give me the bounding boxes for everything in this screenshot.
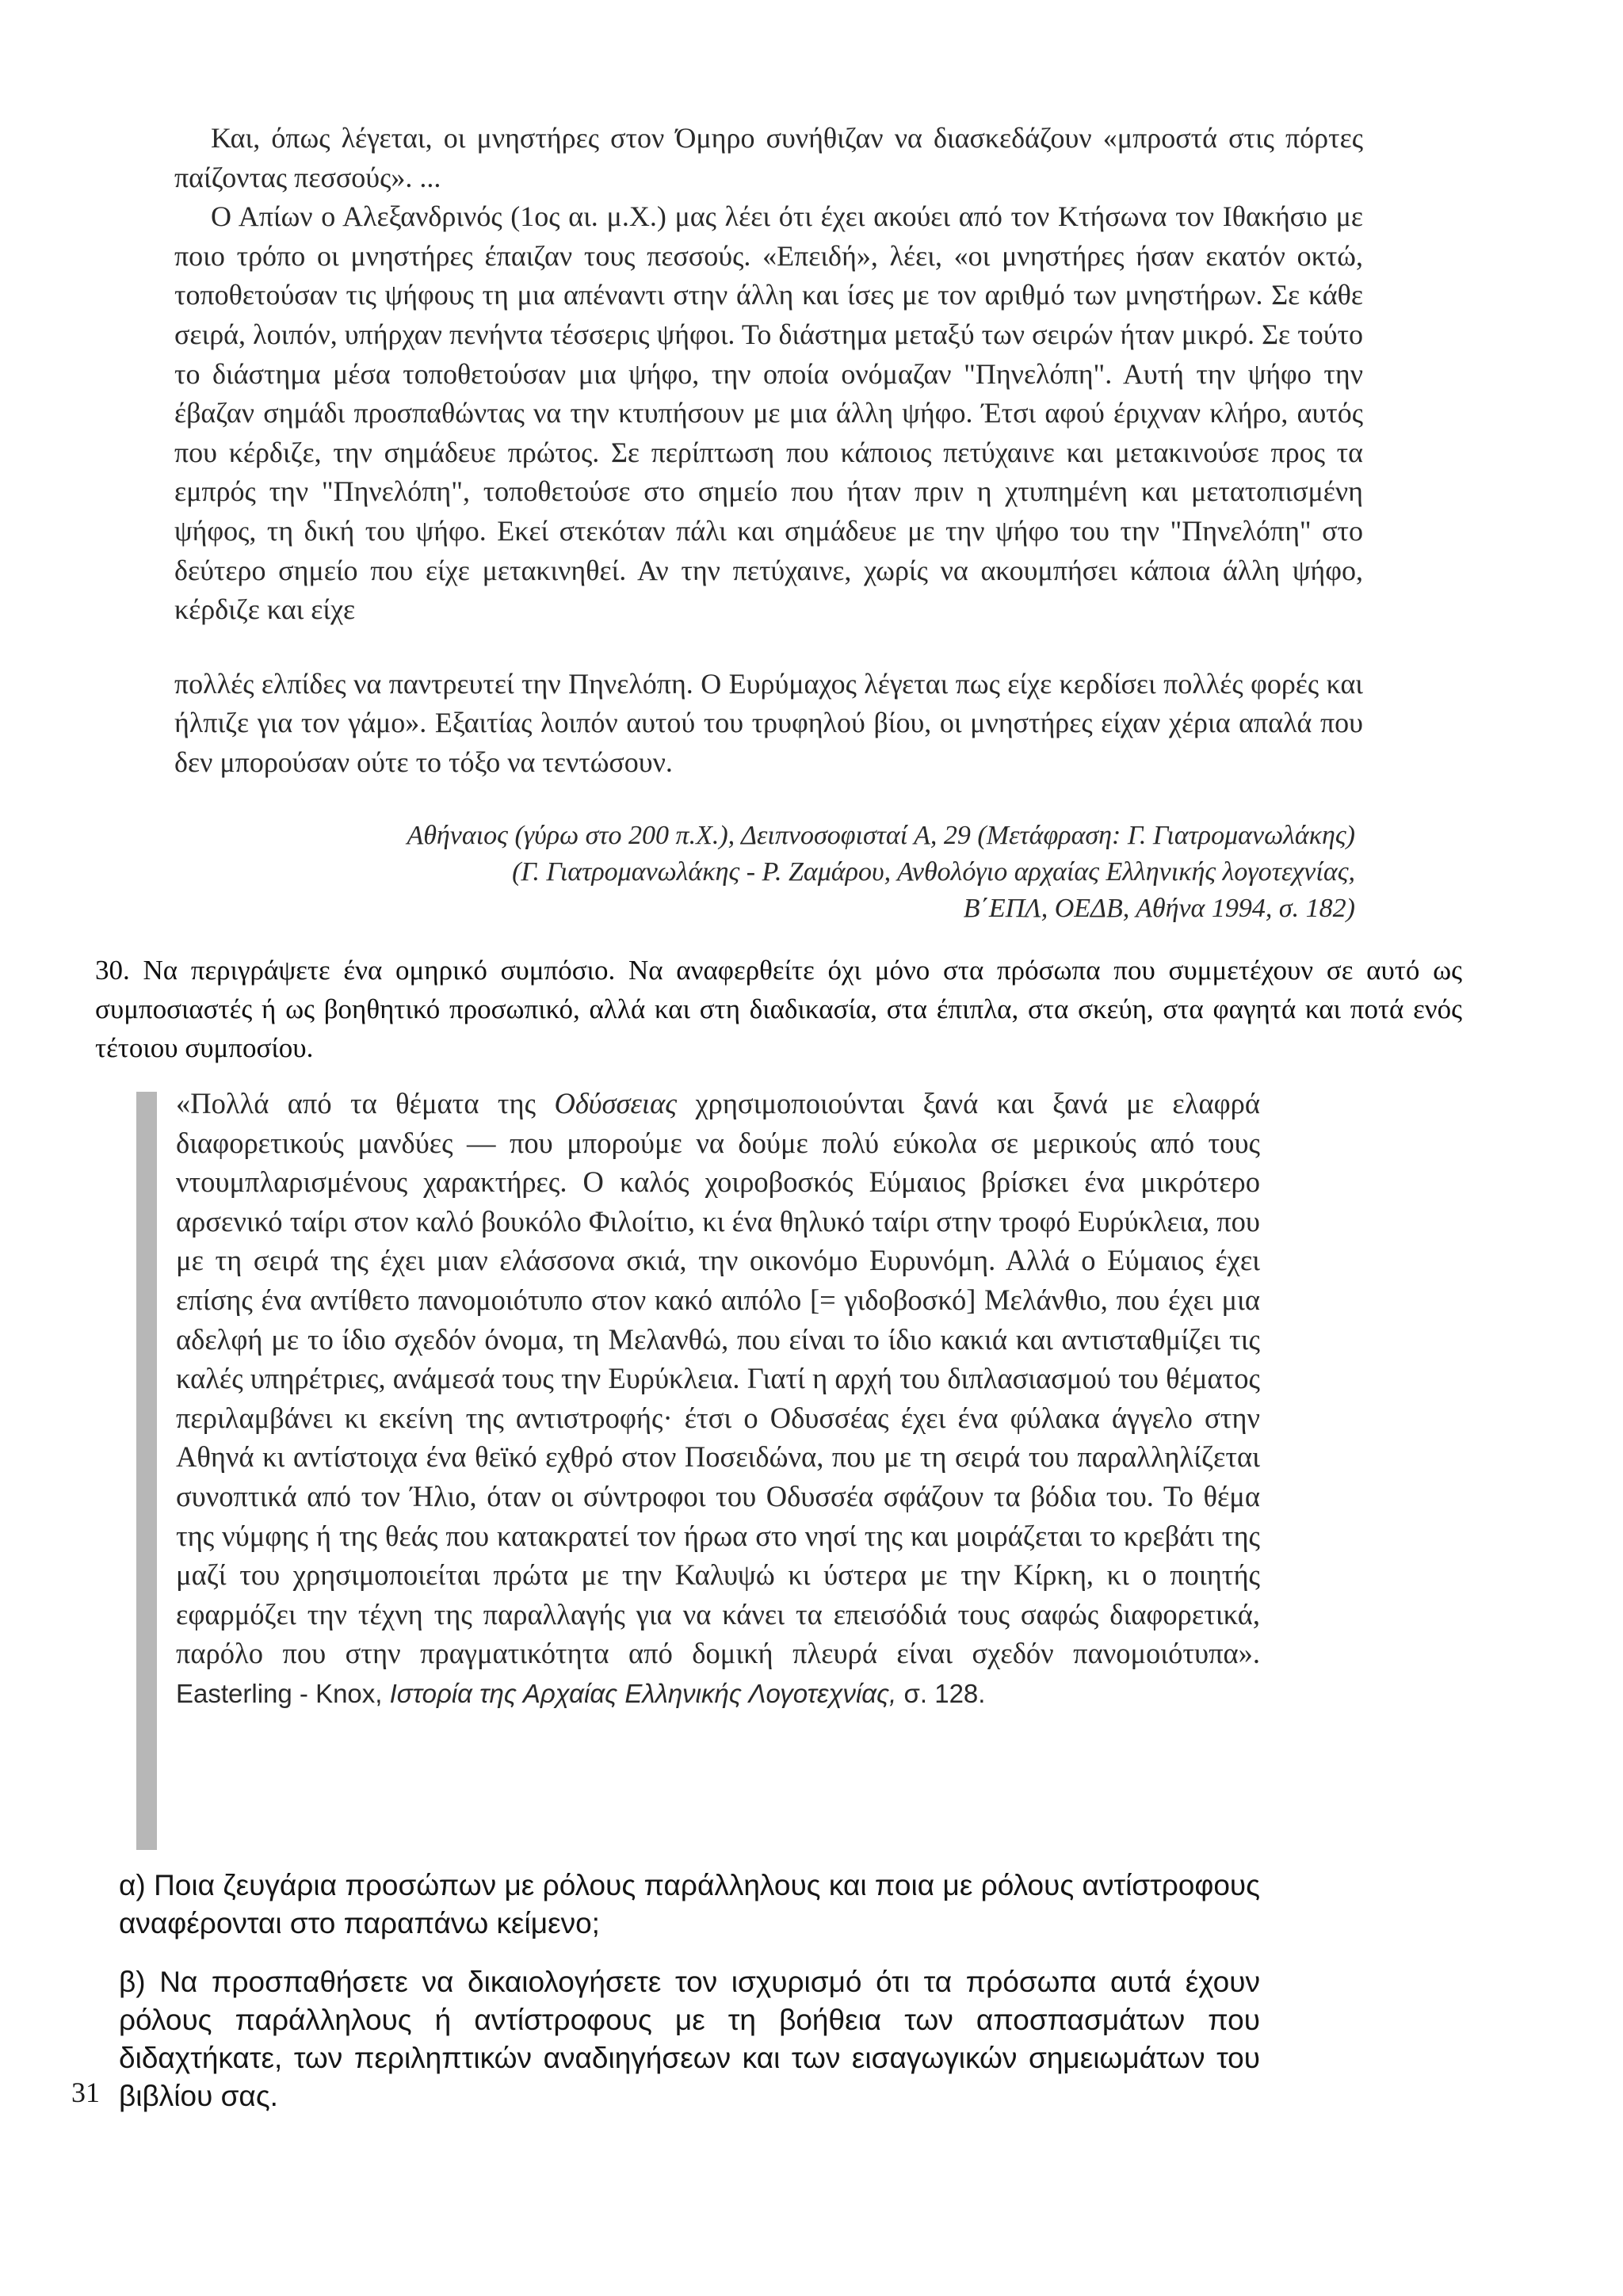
subquestion-b: β) Να προσπαθήσετε να δικαιολογήσετε τον ισχυρισμό ότι τα πρόσωπα αυτά έχουν ρόλους παράλληλους ή αντίστροφους με τη βοήθεια των αποσπασμάτων που διδαχτήκατε, των περιληπτικών αναδιηγήσεων και των εισαγωγικών σημειωμάτων του βιβλίου σας. [119, 1966, 1260, 2112]
citation-line: (Γ. Γιατρομανωλάκης - Ρ. Ζαμάρου, Ανθολόγιο αρχαίας Ελληνικής λογοτεχνίας, [512, 857, 1355, 887]
quote-paragraph: Και, όπως λέγεται, οι μνηστήρες στον Όμηρο συνήθιζαν να διασκεδάζουν «μπροστά στις πόρτες παίζοντας πεσσούς». ... [174, 122, 1363, 193]
question-30: 30. Να περιγράψετε ένα ομηρικό συμπόσιο. Να αναφερθείτε όχι μόνο στα πρόσωπα που συμμετέχουν σε αυτό ως συμποσιαστές ή ως βοηθητικό προσωπικό, αλλά και στη διαδικασία, στα έπιπλα, στα σκεύη, στα φαγητά και ποτά ενός τέτοιου συμποσίου. [95, 955, 1462, 1063]
source-title: Ιστορία της Αρχαίας Ελληνικής Λογοτεχνίας, [389, 1678, 897, 1708]
quote-paragraph: πολλές ελπίδες να παντρευτεί την Πηνελόπη. Ο Ευρύμαχος λέγεται πως είχε κερδίσει πολλές φορές και ήλπιζε για τον γάμο». Εξαιτίας λοιπόν αυτού του τρυφηλού βίου, οι μνηστήρες είχαν χέρια απαλά που δεν μπορούσαν ούτε το τόξο να τεντώσουν. [174, 667, 1363, 778]
quote-source [176, 1679, 985, 1708]
citation-line: Β΄ΕΠΛ, ΟΕΔΒ, Αθήνα 1994, σ. 182) [963, 894, 1355, 923]
quote-paragraph: Ο Απίων ο Αλεξανδρινός (1ος αι. μ.Χ.) μας λέει ότι έχει ακούει από τον Κτήσωνα τον Ιθακήσιο με ποιο τρόπο οι μνηστήρες έπαιζαν τους πεσσούς. «Επειδή», λέει, «οι μνηστήρες ήσαν εκατόν οκτώ, τοποθετούσαν τις ψήφους τη μια απέναντι στην άλλη και ίσες με τον αριθμό των μνηστήρων. Σε κάθε σειρά, λοιπόν, υπήρχαν πενήντα τέσσερις ψήφοι. Το διάστημα μεταξύ των σειρών ήταν μικρό. Σε τούτο το διάστημα μέσα τοποθετούσαν μια ψήφο, την οποία ονόμαζαν "Πηνελόπη". Αυτή την ψήφο την έβαζαν σημάδι προσπαθώντας να την κτυπήσουν με μια άλλη ψήφο. Έτσι αφού έριχναν κλήρο, αυτός που κέρδιζε, την σημάδευε πρώτος. Σε περίπτωση που κάποιος πετύχαινε και μετακινούσε προς τα εμπρός την "Πηνελόπη", τοποθετούσε στο σημείο που ήταν πριν η χτυπημένη και μετατοπισμένη ψήφος, τη δική του ψήφο. Εκεί στεκόταν πάλι και σημάδευε με την ψήφο του την "Πηνελόπη" στο δεύτερο σημείο που είχε μετακινηθεί. Αν την πετύχαινε, χωρίς να ακουμπήσει κάποια άλλη ψήφο, κέρδιζε και είχε [174, 200, 1363, 626]
quote-text-start: «Πολλά από τα θέματα της [176, 1087, 555, 1119]
quote-side-bar [136, 1092, 157, 1850]
athenaeus-quote [174, 119, 1363, 783]
easterling-knox-quote [176, 1084, 1260, 1714]
subquestion-a: α) Ποια ζευγάρια προσώπων με ρόλους παράλληλους και ποια με ρόλους αντίστροφους αναφέρονται στο παραπάνω κείμενο; [119, 1869, 1260, 1939]
page-number: 31 [71, 2077, 100, 2108]
citation-line: Αθήναιος (γύρω στο 200 π.Χ.), Δειπνοσοφισταί Α, 29 (Μετάφραση: Γ. Γιατρομανωλάκης) [407, 821, 1355, 850]
athenaeus-citation [174, 818, 1355, 927]
source-page: σ. 128. [903, 1678, 986, 1708]
odyssey-title: Οδύσσειας [554, 1087, 678, 1119]
quote-text-body: χρησιμοποιούνται ξανά και ξανά με ελαφρά διαφορετικούς μανδύες — που μπορούμε να δούμε πολύ εύκολα σε μερικούς από τους ντουμπλαρισμένους χαρακτήρες. Ο καλός χοιροβοσκός Εύμαιος βρίσκει ένα μικρότερο αρσενικό ταίρι στον καλό βουκόλο Φιλοίτιο, κι ένα θηλυκό ταίρι στην τροφό Ευρύκλεια, που με τη σειρά της έχει μιαν ελάσσονα σκιά, την οικονόμο Ευρυνόμη. Αλλά ο Εύμαιος έχει επίσης ένα αντίθετο πανομοιότυπο στον κακό αιπόλο [= γιδοβοσκό] Μελάνθιο, που έχει μια αδελφή με το ίδιο σχεδόν όνομα, τη Μελανθώ, που είναι το ίδιο κακιά και αντισταθμίζει τις καλές υπηρέτριες, ανάμεσά τους την Ευρύκλεια. Γιατί η αρχή του διπλασιασμού του θέματος περιλαμβάνει κι εκείνη της αντιστροφής· έτσι ο Οδυσσέας έχει ένα φύλακα άγγελο στην Αθηνά κι αντίστοιχα ένα θεϊκό εχθρό στον Ποσειδώνα, που με τη σειρά του παραλληλίζεται συνοπτικά από τον Ήλιο, όταν οι σύντροφοι του Οδυσσέα σφάζουν τα βόδια του. Το θέμα της νύμφης ή της θεάς που κατακρατεί τον ήρωα στο νησί της και μοιράζεται το κρεβάτι της μαζί του χρησιμοποιείται πρώτα με την Καλυψώ κι ύστερα με την Κίρκη, κι ο ποιητής εφαρμόζει την τέχνη της παραλλαγής για να κάνει τα επεισόδιά τους σαφώς διαφορετικά, παρόλο που στην πραγματικότητα από δομική πλευρά είναι σχεδόν πανομοιότυπα». [176, 1087, 1260, 1670]
source-author: Easterling - Knox, [176, 1678, 383, 1708]
